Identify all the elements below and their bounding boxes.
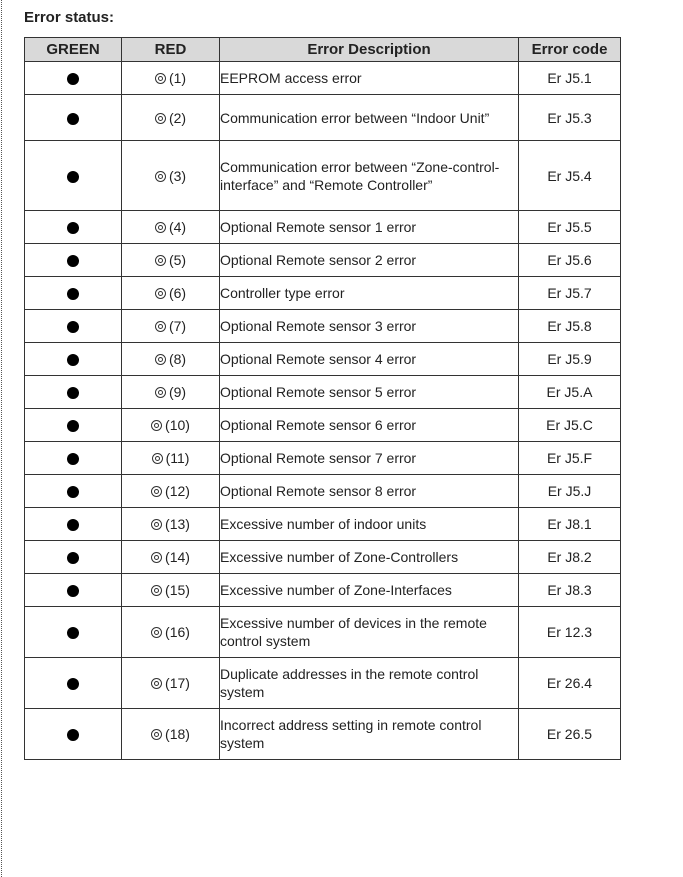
error-description: Controller type error	[220, 277, 519, 310]
table-row	[25, 343, 621, 376]
double-circle-icon	[155, 255, 166, 266]
double-circle-icon	[155, 73, 166, 84]
error-description: EEPROM access error	[220, 62, 519, 95]
page-margin-rule	[1, 0, 2, 877]
table-row	[25, 95, 621, 141]
red-cell	[122, 442, 220, 475]
error-code: Er 12.3	[519, 607, 621, 658]
red-cell	[122, 376, 220, 409]
red-blink-count: (5)	[168, 252, 187, 268]
error-description: Optional Remote sensor 7 error	[220, 442, 519, 475]
red-cell	[122, 343, 220, 376]
red-cell	[122, 310, 220, 343]
table-row	[25, 607, 621, 658]
double-circle-icon	[155, 321, 166, 332]
filled-circle-icon	[67, 222, 79, 234]
red-blink-count: (2)	[168, 109, 187, 126]
double-circle-icon	[151, 519, 162, 530]
double-circle-icon	[151, 729, 162, 740]
red-cell	[122, 658, 220, 709]
error-code: Er J5.4	[519, 141, 621, 211]
double-circle-icon	[151, 678, 162, 689]
filled-circle-icon	[67, 453, 79, 465]
error-description: Optional Remote sensor 5 error	[220, 376, 519, 409]
filled-circle-icon	[67, 113, 79, 125]
red-blink-count: (8)	[168, 351, 187, 367]
error-code: Er J8.1	[519, 508, 621, 541]
red-blink-count: (1)	[168, 70, 187, 86]
green-cell	[25, 95, 122, 141]
green-cell	[25, 62, 122, 95]
filled-circle-icon	[67, 627, 79, 639]
green-cell	[25, 277, 122, 310]
green-cell	[25, 658, 122, 709]
table-row	[25, 244, 621, 277]
green-cell	[25, 574, 122, 607]
table-row	[25, 541, 621, 574]
error-description: Incorrect address setting in remote control system	[220, 709, 519, 760]
table-row	[25, 277, 621, 310]
green-cell	[25, 310, 122, 343]
double-circle-icon	[152, 453, 163, 464]
error-description: Communication error between “Indoor Unit”	[220, 95, 519, 141]
double-circle-icon	[151, 585, 162, 596]
table-header-row	[25, 38, 621, 62]
error-description: Excessive number of devices in the remote control system	[220, 607, 519, 658]
column-header-red: RED	[122, 38, 220, 62]
red-blink-count: (9)	[168, 384, 187, 400]
double-circle-icon	[151, 420, 162, 431]
error-code: Er J5.9	[519, 343, 621, 376]
red-cell	[122, 475, 220, 508]
table-row	[25, 141, 621, 211]
table-row	[25, 310, 621, 343]
filled-circle-icon	[67, 678, 79, 690]
error-description: Excessive number of indoor units	[220, 508, 519, 541]
error-description: Optional Remote sensor 8 error	[220, 475, 519, 508]
filled-circle-icon	[67, 321, 79, 333]
green-cell	[25, 376, 122, 409]
double-circle-icon	[155, 354, 166, 365]
error-code: Er J5.J	[519, 475, 621, 508]
error-code: Er 26.5	[519, 709, 621, 760]
error-description: Excessive number of Zone-Controllers	[220, 541, 519, 574]
filled-circle-icon	[67, 288, 79, 300]
green-cell	[25, 141, 122, 211]
double-circle-icon	[151, 486, 162, 497]
red-blink-count: (14)	[165, 549, 190, 565]
error-code: Er J5.A	[519, 376, 621, 409]
filled-circle-icon	[67, 552, 79, 564]
double-circle-icon	[151, 627, 162, 638]
red-cell	[122, 141, 220, 211]
error-code: Er J8.3	[519, 574, 621, 607]
green-cell	[25, 343, 122, 376]
column-header-code: Error code	[519, 38, 621, 62]
error-description: Optional Remote sensor 3 error	[220, 310, 519, 343]
red-cell	[122, 709, 220, 760]
error-code: Er J5.C	[519, 409, 621, 442]
table-row	[25, 475, 621, 508]
red-blink-count: (4)	[168, 219, 187, 235]
double-circle-icon	[155, 171, 166, 182]
table-row	[25, 508, 621, 541]
red-cell	[122, 574, 220, 607]
error-code: Er J5.5	[519, 211, 621, 244]
red-blink-count: (7)	[168, 318, 187, 334]
filled-circle-icon	[67, 387, 79, 399]
green-cell	[25, 508, 122, 541]
table-row	[25, 409, 621, 442]
red-blink-count: (12)	[165, 483, 190, 499]
table-row	[25, 376, 621, 409]
table-row	[25, 658, 621, 709]
red-cell	[122, 508, 220, 541]
double-circle-icon	[155, 222, 166, 233]
table-row	[25, 709, 621, 760]
filled-circle-icon	[67, 354, 79, 366]
error-code: Er J8.2	[519, 541, 621, 574]
error-description: Communication error between “Zone-control-interface” and “Remote Controller”	[220, 141, 519, 211]
green-cell	[25, 244, 122, 277]
red-blink-count: (15)	[165, 582, 190, 598]
red-cell	[122, 62, 220, 95]
error-description: Duplicate addresses in the remote control system	[220, 658, 519, 709]
table-row	[25, 62, 621, 95]
double-circle-icon	[151, 552, 162, 563]
green-cell	[25, 541, 122, 574]
filled-circle-icon	[67, 171, 79, 183]
red-cell	[122, 607, 220, 658]
red-blink-count: (11)	[165, 450, 190, 466]
filled-circle-icon	[67, 420, 79, 432]
table-row	[25, 211, 621, 244]
error-code: Er J5.3	[519, 95, 621, 141]
error-description: Optional Remote sensor 1 error	[220, 211, 519, 244]
error-code: Er J5.6	[519, 244, 621, 277]
table-row	[25, 574, 621, 607]
red-blink-count: (10)	[165, 417, 190, 433]
filled-circle-icon	[67, 729, 79, 741]
error-code: Er J5.F	[519, 442, 621, 475]
red-blink-count: (13)	[165, 516, 190, 532]
column-header-green: GREEN	[25, 38, 122, 62]
table-body	[25, 62, 621, 760]
error-description: Optional Remote sensor 6 error	[220, 409, 519, 442]
error-status-table	[24, 37, 621, 760]
filled-circle-icon	[67, 73, 79, 85]
filled-circle-icon	[67, 519, 79, 531]
red-blink-count: (18)	[165, 726, 190, 742]
double-circle-icon	[155, 288, 166, 299]
green-cell	[25, 442, 122, 475]
error-code: Er J5.1	[519, 62, 621, 95]
filled-circle-icon	[67, 585, 79, 597]
red-blink-count: (6)	[168, 285, 187, 301]
green-cell	[25, 475, 122, 508]
error-description: Excessive number of Zone-Interfaces	[220, 574, 519, 607]
filled-circle-icon	[67, 486, 79, 498]
error-code: Er 26.4	[519, 658, 621, 709]
error-description: Optional Remote sensor 2 error	[220, 244, 519, 277]
red-cell	[122, 95, 220, 141]
error-description: Optional Remote sensor 4 error	[220, 343, 519, 376]
error-code: Er J5.8	[519, 310, 621, 343]
red-cell	[122, 277, 220, 310]
green-cell	[25, 709, 122, 760]
green-cell	[25, 607, 122, 658]
red-blink-count: (16)	[165, 624, 190, 640]
red-cell	[122, 541, 220, 574]
double-circle-icon	[155, 387, 166, 398]
table-row	[25, 442, 621, 475]
section-heading: Error status:	[24, 9, 115, 26]
green-cell	[25, 211, 122, 244]
red-cell	[122, 244, 220, 277]
green-cell	[25, 409, 122, 442]
red-blink-count: (3)	[168, 167, 187, 184]
red-cell	[122, 211, 220, 244]
error-code: Er J5.7	[519, 277, 621, 310]
red-cell	[122, 409, 220, 442]
red-blink-count: (17)	[165, 675, 190, 691]
double-circle-icon	[155, 113, 166, 124]
filled-circle-icon	[67, 255, 79, 267]
column-header-description: Error Description	[220, 38, 519, 62]
